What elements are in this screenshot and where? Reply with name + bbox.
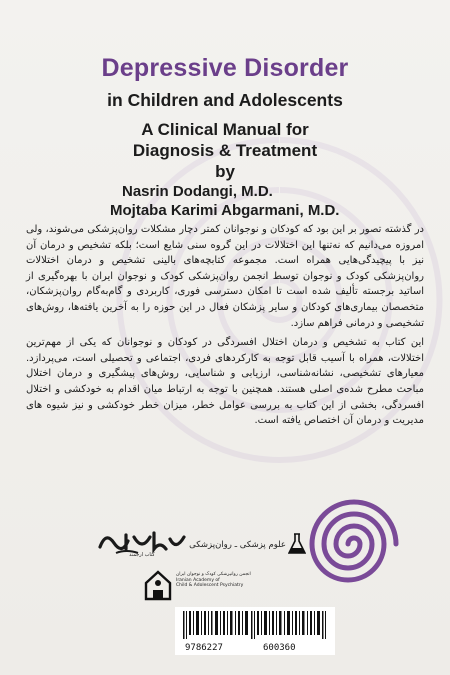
description-paragraph-1: در گذشته تصور بر این بود که کودکان و نوجوانان کمتر دچار مشکلات روان‌پزشکی می‌شوند، ولی امروزه می‌دانیم که نه‌تنها این اختلالات در این گروه سنی شایع است؛ بلکه تشخیص و درمان آن نیز با پیچیدگی‌هایی همراه است. مجموعه کتابچه‌های بالینی تشخیص و درمان اختلالات روان‌پزشکی کودک و نوجوان توسط انجمن روان‌پزشکی کودک و نوجوان ایران با بهره‌گیری از اساتید برجسته تألیف شده است تا امکان دسترسی فوری، کاربردی و گام‌به‌گام روان‌پزشکان، متخصصان بیماری‌های کودکان و سایر پزشکان فعال در این حوزه را به آخرین یافته‌ها، روش‌های تشخیصی و درمانی فراهم سازد. <box>26 224 424 329</box>
book-subtitle-line2: Diagnosis & Treatment <box>132 141 318 160</box>
publisher-name: کتاب ارجمند <box>129 552 155 557</box>
barcode <box>175 607 335 655</box>
association-name-en2: Child & Adolescent Psychiatry <box>176 583 244 589</box>
barcode-bars <box>183 611 327 639</box>
author-1: Nasrin Dodangi, M.D. <box>122 183 273 200</box>
by-label: by <box>215 162 235 181</box>
description-text <box>26 222 424 433</box>
publisher-logo <box>96 527 188 557</box>
book-title-line2: in Children and Adolescents <box>107 90 343 110</box>
spiral-logo-icon <box>298 488 410 600</box>
isbn-right-digits: 600360 <box>263 643 296 653</box>
category-label: علوم پزشکی ـ روان‌پزشکی <box>189 540 286 550</box>
isbn-left-digits: 9786227 <box>185 643 223 653</box>
association-name-en1: Iranian Academy of <box>176 577 220 583</box>
association-block <box>143 569 253 603</box>
house-icon <box>143 569 173 601</box>
author-2: Mojtaba Karimi Abgarmani, M.D. <box>110 202 340 219</box>
book-subtitle-line1: A Clinical Manual for <box>141 120 309 139</box>
book-title: Depressive Disorder <box>101 54 349 82</box>
association-name-fa: انجمن روانپزشکی کودک و نوجوان ایران <box>176 572 251 577</box>
flask-icon <box>288 533 306 555</box>
description-paragraph-2: این کتاب به تشخیص و درمان اختلال افسردگی در کودکان و نوجوانان که یکی از مهم‌ترین اختلالات، همراه با آسیب قابل توجه به کارکردهای فردی، اجتماعی و تحصیلی است، می‌پردازد. معیارهای تشخیصی، نشانه‌شناسی، ارزیابی و شناسایی، روش‌های پیشگیری و درمان اختلال مباحث مطرح شده‌ی اصلی هستند. همچنین با توجه به ارتباط میان اقدام به خودکشی و اختلال افسردگی، بخشی از این کتاب به بررسی عوامل خطر، میزان خطر خودکشی و نیز شیوه‌ های مدیریت و درمان آن اختصاص یافته است. <box>26 337 424 427</box>
